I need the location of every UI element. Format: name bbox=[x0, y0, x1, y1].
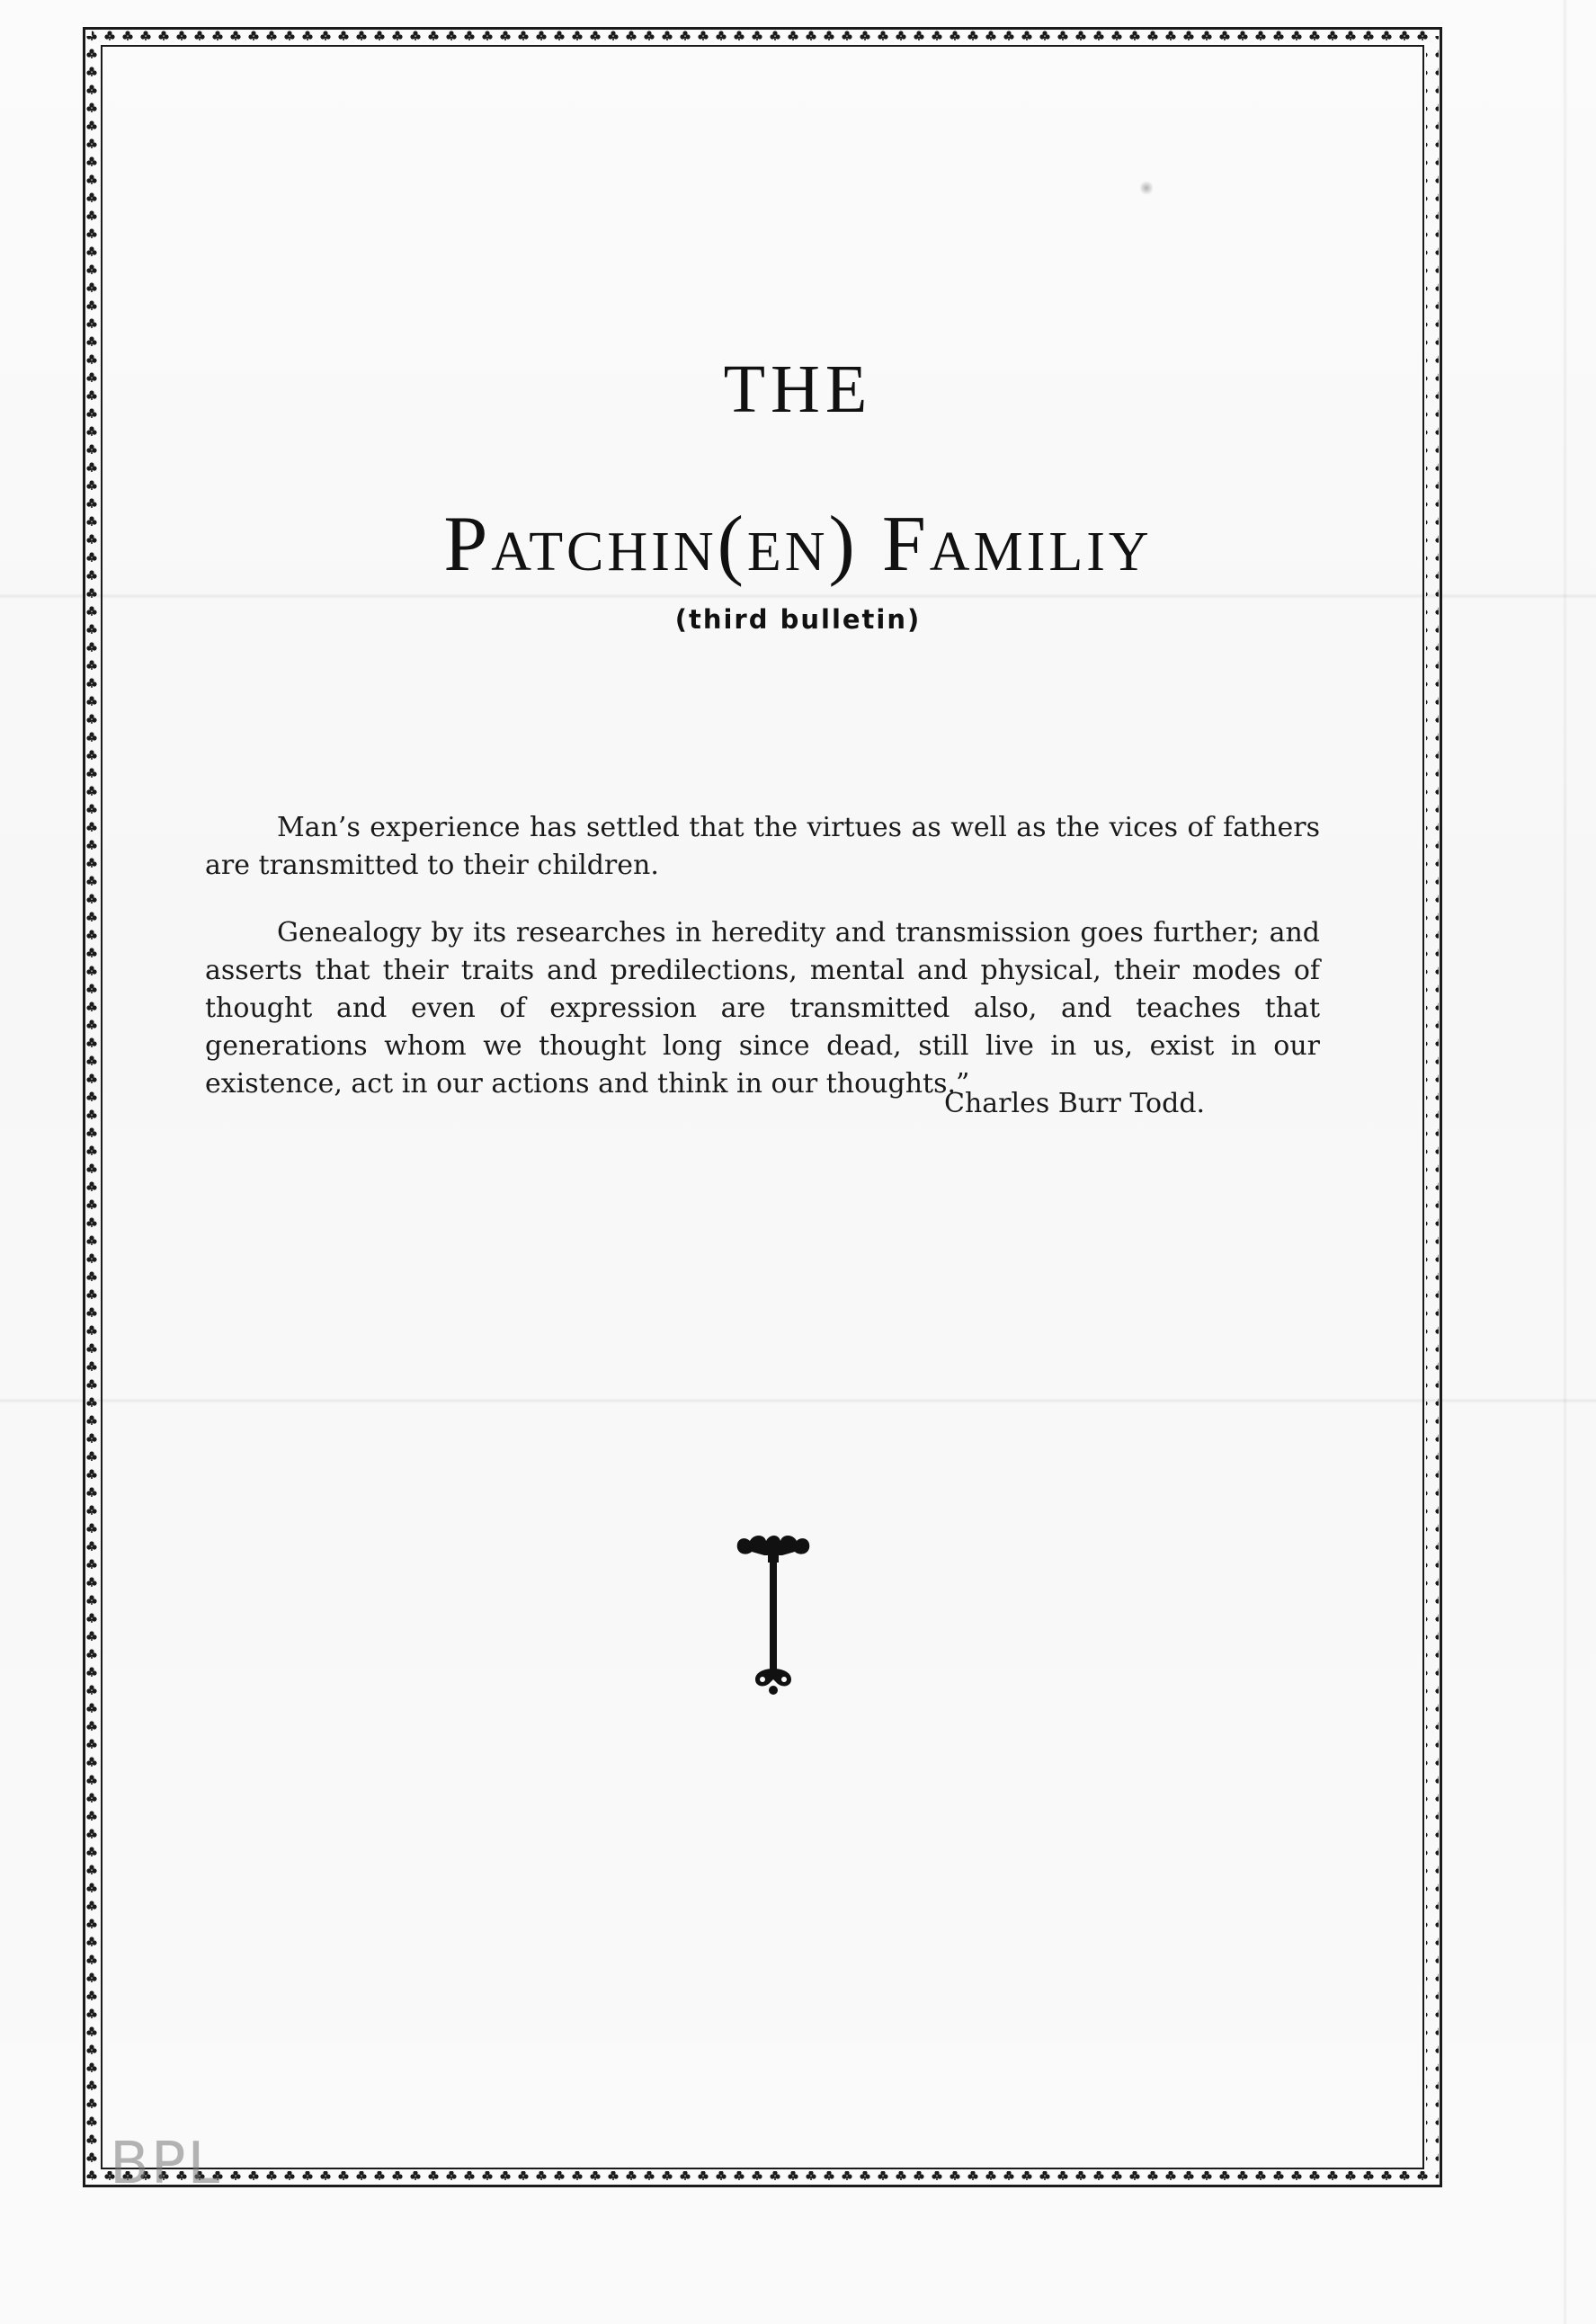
title-line-family: Patchin(en) Familiy bbox=[443, 501, 1153, 588]
border-bottom-strip bbox=[92, 2171, 1433, 2184]
quote-attribution: Charles Burr Todd. bbox=[944, 1088, 1206, 1119]
border-top-strip bbox=[92, 31, 1433, 43]
ornamental-tau-cross-icon bbox=[728, 1528, 818, 1708]
fold-line-vertical-right bbox=[1563, 0, 1567, 2324]
title-line-the: THE bbox=[723, 352, 873, 427]
library-watermark: BPL bbox=[110, 2131, 222, 2197]
quote-paragraph-1: Man’s experience has settled that the virtues as well as the vices of fathers are transmitted to their children. bbox=[205, 812, 1320, 881]
subtitle: (third bulletin) bbox=[674, 604, 922, 635]
quote-paragraph-2: Genealogy by its researches in heredity and transmission goes further; and asserts that their traits and predilections, mental and physical, their modes of thought and even of expression are transmitted also, and teaches that generations whom we thought long since dead, still live in us, exist in our existence, act in our actions and think in our thoughts.” bbox=[205, 917, 1320, 1100]
